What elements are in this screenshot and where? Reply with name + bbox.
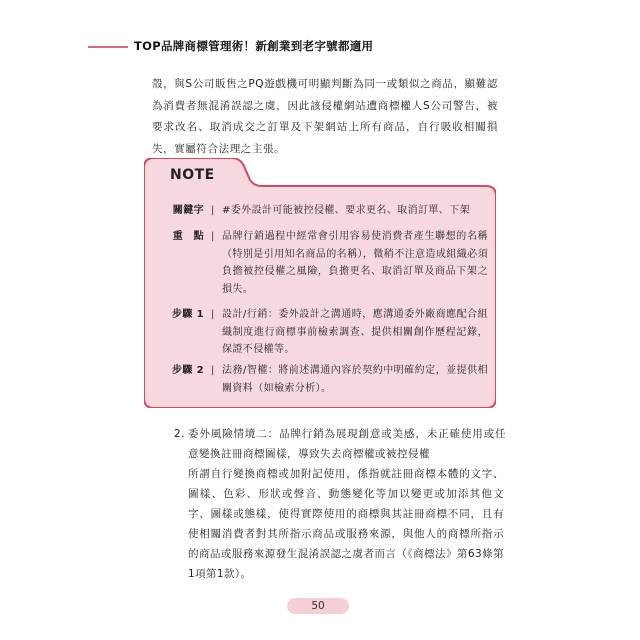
note-row-label: 步驟 2 <box>171 365 204 376</box>
note-row-divider: | <box>211 205 215 216</box>
page-number: 50 <box>311 600 325 612</box>
note-row-label: 關鍵字 <box>172 205 204 216</box>
running-header <box>0 38 640 56</box>
note-title: NOTE <box>170 167 215 183</box>
list-item-text: 委外風險情境二：品牌行銷為展現創意或美感，未正確使用或任意變換註冊商標圖樣，導致失去商標權或被控侵權 <box>188 428 506 460</box>
note-row-divider: | <box>211 365 215 376</box>
note-row-text: 設計/行銷：委外設計之溝通時，應溝通委外廠商應配合組織制度進行商標事前檢索調查、提供相關創作歷程記錄，保證不侵權等。 <box>222 309 488 355</box>
note-row-text: 品牌行銷過程中經常會引用容易使消費者產生聯想的名稱（特別是引用知名商品的名稱），微稍不注意造成組織必須負擔被控侵權之風險，負擔更名、取消訂單及商品下架之損失。 <box>222 231 488 295</box>
note-row-label: 步驟 1 <box>171 309 204 320</box>
header-rule <box>88 46 128 48</box>
note-row-label: 重 點 <box>172 231 204 242</box>
note-row-divider: | <box>211 231 215 242</box>
page-number-badge <box>287 598 349 614</box>
note-row-text: 法務/智權：將前述溝通內容於契約中明確約定，並提供相關資料（如檢索分析）。 <box>222 365 488 394</box>
note-row-text: #委外設計可能被控侵權、要求更名、取消訂單、下架 <box>222 205 470 216</box>
note-row-divider: | <box>211 309 215 320</box>
note-box <box>144 158 496 408</box>
intro-paragraph: 殼，與S公司販售之PQ遊戲機可明顯判斷為同一或類似之商品，顯難認為消費者無混淆誤認之虞，因此該侵權網站遭商標權人S公司警告，被要求改名、取消成交之訂單及下架網站上所有商品，自行吸收相關損失，實屬符合法理之主張。 <box>152 78 498 155</box>
list-item-number: 2. <box>174 428 186 440</box>
body-paragraph: 所謂自行變換商標或加附記使用，係指就註冊商標本體的文字、圖樣、色彩、形狀或聲音、動態變化等加以變更或加添其他文字、圖樣或態樣，使得實際使用的商標與其註冊商標不同，且有使相關消費者對其所指示商品或服務來源，與他人的商標所指示的商品或服務來源發生混淆誤認之虞者而言（《商標法》第63條第1項第1款）。 <box>188 468 504 580</box>
header-title: TOP品牌商標管理術！新創業到老字號都適用 <box>134 39 374 53</box>
